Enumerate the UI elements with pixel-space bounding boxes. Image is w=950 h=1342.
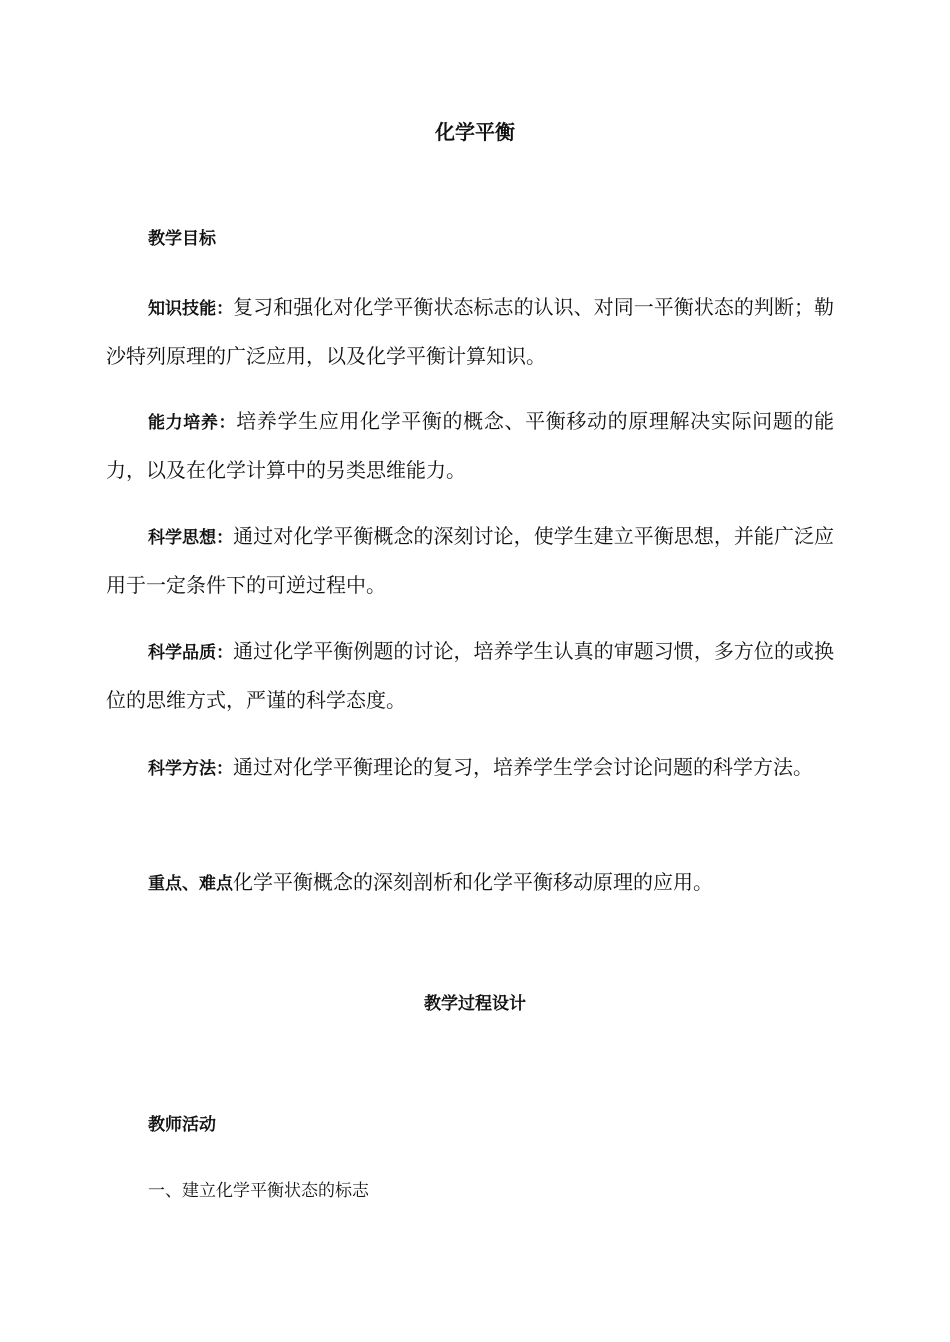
objective-label: 科学思想：: [148, 528, 234, 548]
objective-label: 能力培养：: [148, 413, 237, 433]
objective-knowledge-skills: [106, 284, 834, 380]
objective-text: 化学平衡概念的深刻剖析和化学平衡移动原理的应用。: [233, 870, 713, 894]
objective-label: 科学品质：: [148, 643, 234, 663]
objective-scientific-thought: [106, 513, 834, 609]
objective-text: 通过对化学平衡概念的深刻讨论，使学生建立平衡思想，并能广泛应用于一定条件下的可逆过程中。: [106, 524, 835, 597]
objective-text: 通过对化学平衡理论的复习，培养学生学会讨论问题的科学方法。: [233, 755, 813, 779]
objective-scientific-quality: [106, 628, 834, 724]
objective-key-points: [106, 859, 834, 908]
objective-text: 培养学生应用化学平衡的概念、平衡移动的原理解决实际问题的能力，以及在化学计算中的另类思维能力。: [106, 409, 835, 482]
objective-scientific-method: [106, 744, 834, 793]
teacher-activity-heading: 教师活动: [148, 1115, 216, 1135]
objective-label: 科学方法：: [148, 759, 233, 779]
objective-label: 重点、难点: [148, 874, 233, 894]
process-title: 教学过程设计: [424, 994, 526, 1014]
objective-text: 通过化学平衡例题的讨论，培养学生认真的审题习惯，多方位的或换位的思维方式，严谨的科学态度。: [106, 639, 835, 712]
objective-text: 复习和强化对化学平衡状态标志的认识、对同一平衡状态的判断；勒沙特列原理的广泛应用，以及化学平衡计算知识。: [106, 295, 835, 368]
objective-ability: [106, 398, 834, 494]
objectives-heading: 教学目标: [148, 229, 216, 249]
document-title: 化学平衡: [435, 120, 515, 144]
list-item: 一、建立化学平衡状态的标志: [148, 1181, 369, 1201]
objective-label: 知识技能：: [148, 299, 234, 319]
